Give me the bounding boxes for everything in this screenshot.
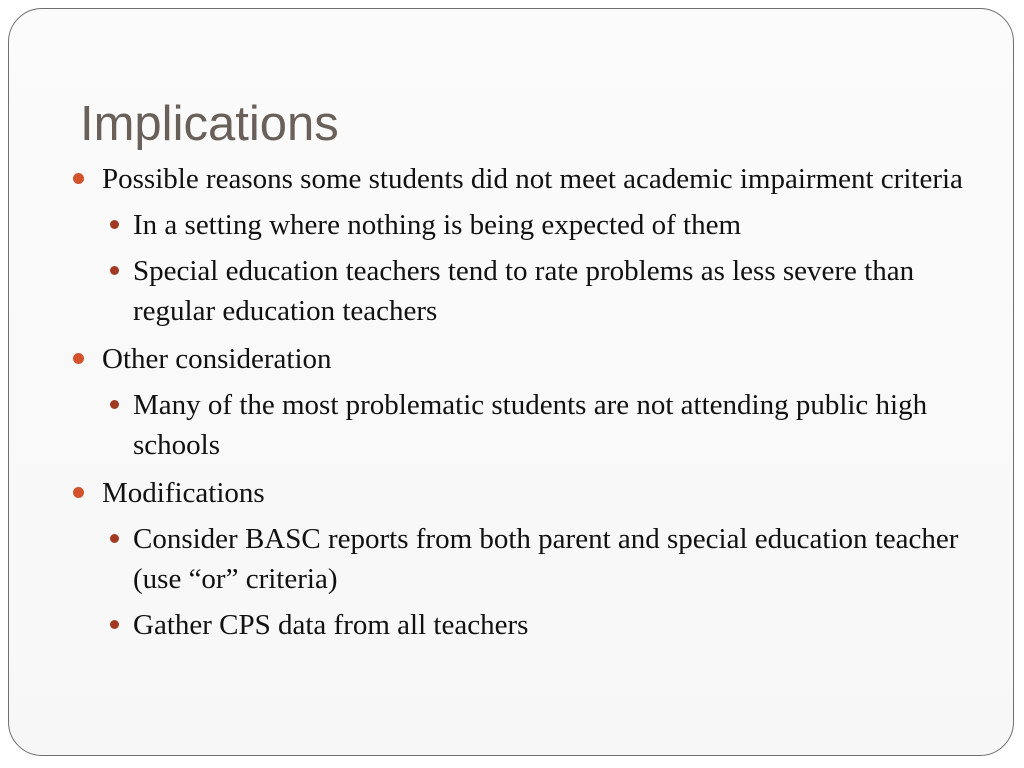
sub-bullet-item	[71, 605, 971, 645]
sub-bullet-dot-icon	[110, 534, 119, 543]
bullet-dot-icon	[73, 487, 84, 498]
slide-frame	[8, 8, 1014, 756]
slide-content	[71, 159, 971, 645]
sub-bullet-text: Many of the most problematic students are not attending public high schools	[133, 389, 928, 461]
sub-bullet-text: In a setting where nothing is being expected of them	[133, 209, 742, 241]
bullet-item	[71, 339, 971, 379]
sub-bullet-item	[71, 205, 971, 245]
bullet-item	[71, 473, 971, 513]
bullet-dot-icon	[73, 353, 84, 364]
bullet-item	[71, 159, 971, 199]
bullet-dot-icon	[73, 173, 84, 184]
sub-bullet-text: Special education teachers tend to rate problems as less severe than regular education teachers	[133, 255, 915, 327]
sub-bullet-text: Consider BASC reports from both parent and special education teacher (use “or” criteria)	[133, 523, 959, 595]
sub-bullet-item	[71, 385, 971, 465]
sub-bullet-item	[71, 519, 971, 599]
sub-bullet-dot-icon	[110, 400, 119, 409]
sub-bullet-text: Gather CPS data from all teachers	[133, 609, 529, 641]
sub-bullet-dot-icon	[110, 620, 119, 629]
sub-bullet-dot-icon	[110, 266, 119, 275]
bullet-text: Possible reasons some students did not meet academic impairment criteria	[102, 163, 963, 195]
sub-bullet-item	[71, 251, 971, 331]
bullet-text: Modifications	[102, 477, 265, 509]
sub-bullet-dot-icon	[110, 220, 119, 229]
slide-title: Implications	[80, 97, 339, 151]
bullet-text: Other consideration	[102, 343, 332, 375]
